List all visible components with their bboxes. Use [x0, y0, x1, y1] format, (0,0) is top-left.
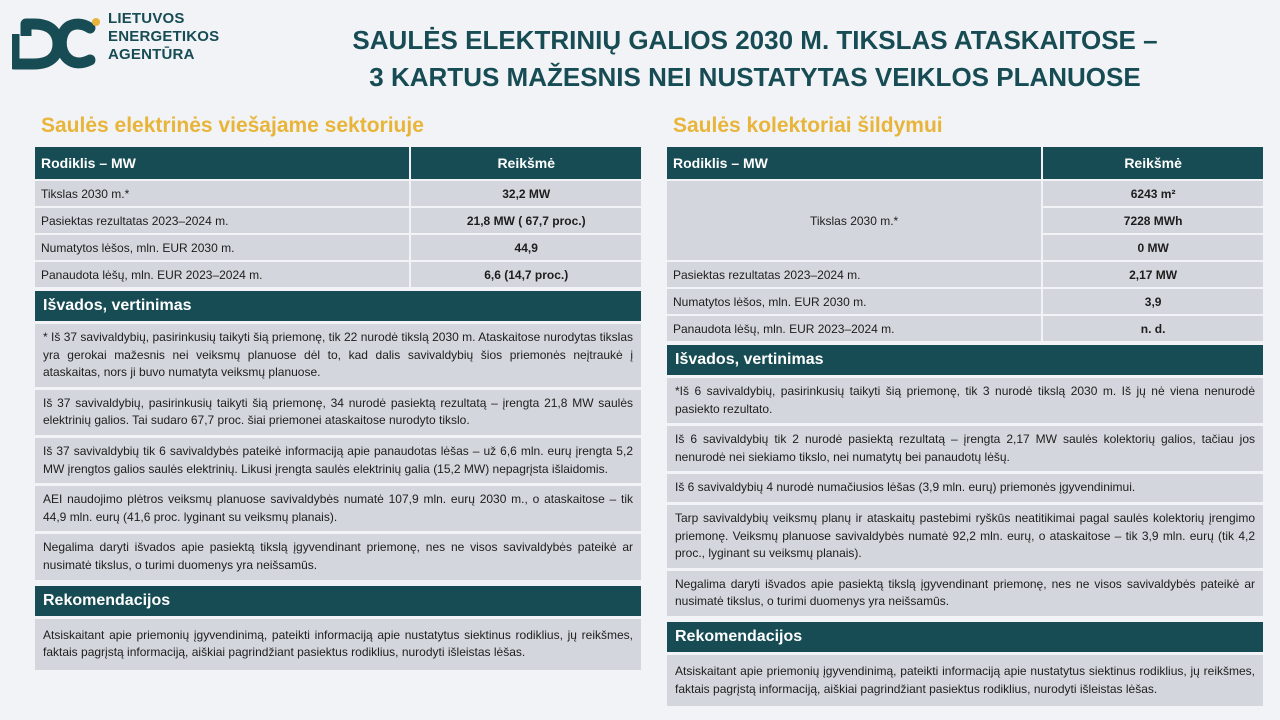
row-label: Panaudota lėšų, mln. EUR 2023–2024 m. [667, 316, 1041, 341]
row-label: Pasiektas rezultatas 2023–2024 m. [35, 208, 409, 233]
table-row [667, 181, 1263, 206]
section-heading: Saulės elektrinės viešajame sektoriuje [41, 114, 424, 137]
row-label: Panaudota lėšų, mln. EUR 2023–2024 m. [35, 262, 409, 287]
table-header-row [667, 147, 1263, 179]
row-value: 32,2 MW [411, 181, 641, 206]
row-value: 2,17 MW [1043, 262, 1263, 287]
conclusion-item: *Iš 6 savivaldybių, pasirinkusių taikyti šią priemonę, tik 3 nurodė tikslą 2030 m. Iš jų nė viena nenurodė pasiekto rezultato. [667, 378, 1263, 423]
conclusion-item: Tarp savivaldybių veiksmų planų ir ataskaitų pastebimi ryškūs neatitikimai pagal saulės kolektorių įrengimo priemonę. Veiksmų planuose savivaldybės numatė 92,2 mln. eurų, o ataskaitose – tik 3,9 mln. eurų (tik 4,2 proc., lyginant su veiksmų planais). [667, 505, 1263, 568]
table-header-row [35, 147, 641, 179]
column-header-indicator: Rodiklis – MW [667, 147, 1041, 179]
agency-name-line-1: LIETUVOS [108, 10, 185, 27]
table-row [35, 208, 641, 233]
agency-name-line-3: AGENTŪRA [108, 46, 195, 63]
conclusion-item: Iš 6 savivaldybių 4 nurodė numačiusios lėšas (3,9 mln. eurų) priemonės įgyvendinimui. [667, 474, 1263, 502]
indicator-table [665, 145, 1265, 343]
conclusion-item: Iš 6 savivaldybių tik 2 nurodė pasiektą rezultatą – įrengta 2,17 MW saulės kolektorių galios, tačiau jos nenurodė nei siekiamo tikslo, nei numatytų bei panaudotų lėšų. [667, 426, 1263, 471]
row-label: Pasiektas rezultatas 2023–2024 m. [667, 262, 1041, 287]
table-row [667, 262, 1263, 287]
row-value: 0 MW [1043, 235, 1263, 260]
agency-name [108, 10, 219, 64]
conclusion-item: AEI naudojimo plėtros veiksmų planuose savivaldybės numatė 107,9 mln. eurų 2030 m., o ataskaitose – tik 44,9 mln. eurų (41,6 proc. lyginant su veiksmų planais). [35, 486, 641, 531]
conclusion-item: * Iš 37 savivaldybių, pasirinkusių taikyti šią priemonę, tik 22 nurodė tikslą 2030 m. Ataskaitose nurodytas tikslas yra gerokai mažesnis nei veiksmų planuose dėl to, kad dalis savivaldybių šios priemonės neįtraukė į ataskaitas, nors ji buvo numatyta veiksmų planuose. [35, 324, 641, 387]
row-value: 3,9 [1043, 289, 1263, 314]
row-label: Tikslas 2030 m.* [35, 181, 409, 206]
conclusions-heading: Išvados, vertinimas [667, 345, 1263, 375]
solar-collectors-panel [665, 112, 1265, 706]
agency-logo [12, 10, 242, 74]
recommendation-text: Atsiskaitant apie priemonių įgyvendinimą, pateikti informaciją apie nustatytus siektinus rodiklius, jų reikšmes, faktais pagrįstą informaciją, aiškiai pagrindžiant pasiektus rodiklius, nurodyti išleistas lėšas. [667, 655, 1263, 706]
row-value: n. d. [1043, 316, 1263, 341]
recommendation-text: Atsiskaitant apie priemonių įgyvendinimą, pateikti informaciją apie nustatytus siektinus rodiklius, jų reikšmes, faktais pagrįstą informaciją, aiškiai pagrindžiant pasiektus rodiklius, nurodyti išleistas lėšas. [35, 619, 641, 670]
section-heading: Saulės kolektoriai šildymui [673, 114, 943, 137]
slide-title [290, 22, 1220, 96]
row-label: Tikslas 2030 m.* [667, 181, 1041, 260]
table-row [35, 235, 641, 260]
column-header-value: Reikšmė [1043, 147, 1263, 179]
indicator-table [33, 145, 643, 289]
table-row [667, 289, 1263, 314]
row-value: 6,6 (14,7 proc.) [411, 262, 641, 287]
row-value: 6243 m² [1043, 181, 1263, 206]
conclusion-item: Iš 37 savivaldybių tik 6 savivaldybės pateikė informaciją apie panaudotas lėšas – už 6,6 mln. eurų įrengta 5,2 MW įrengtos galios saulės elektrinių. Likusi įrengta saulės elektrinių galia (15,2 MW) nepagrįsta išlaidomis. [35, 438, 641, 483]
solar-power-panel [33, 112, 643, 670]
table-row [35, 181, 641, 206]
conclusion-item: Negalima daryti išvados apie pasiektą tikslą įgyvendinant priemonę, nes ne visos savivaldybės pateikė ar nusimatė tikslus, o turimi duomenys yra neišsamūs. [667, 571, 1263, 616]
row-label: Numatytos lėšos, mln. EUR 2030 m. [667, 289, 1041, 314]
row-label: Numatytos lėšos, mln. EUR 2030 m. [35, 235, 409, 260]
column-header-indicator: Rodiklis – MW [35, 147, 409, 179]
table-row [667, 316, 1263, 341]
slide-title-line-2: 3 KARTUS MAŽESNIS NEI NUSTATYTAS VEIKLOS PLANUOSE [369, 62, 1141, 92]
conclusion-item: Negalima daryti išvados apie pasiektą tikslą įgyvendinant priemonę, nes ne visos savivaldybės pateikė ar nusimatė tikslus, o turimi duomenys yra neišsamūs. [35, 534, 641, 579]
slide-title-line-1: SAULĖS ELEKTRINIŲ GALIOS 2030 M. TIKSLAS ATASKAITOSE – [352, 25, 1158, 55]
recommendations-heading: Rekomendacijos [35, 586, 641, 616]
table-row [35, 262, 641, 287]
agency-name-line-2: ENERGETIKOS [108, 28, 220, 45]
conclusions-heading: Išvados, vertinimas [35, 291, 641, 321]
conclusion-item: Iš 37 savivaldybių, pasirinkusių taikyti šią priemonę, 34 nurodė pasiektą rezultatą – įrengta 21,8 MW saulės elektrinių galios. Tai sudaro 67,7 proc. šiai priemonei ataskaitose nurodyto tikslo. [35, 390, 641, 435]
row-value: 7228 MWh [1043, 208, 1263, 233]
column-header-value: Reikšmė [411, 147, 641, 179]
recommendations-heading: Rekomendacijos [667, 622, 1263, 652]
row-value: 44,9 [411, 235, 641, 260]
row-value: 21,8 MW ( 67,7 proc.) [411, 208, 641, 233]
agency-logo-mark-icon [12, 14, 102, 70]
